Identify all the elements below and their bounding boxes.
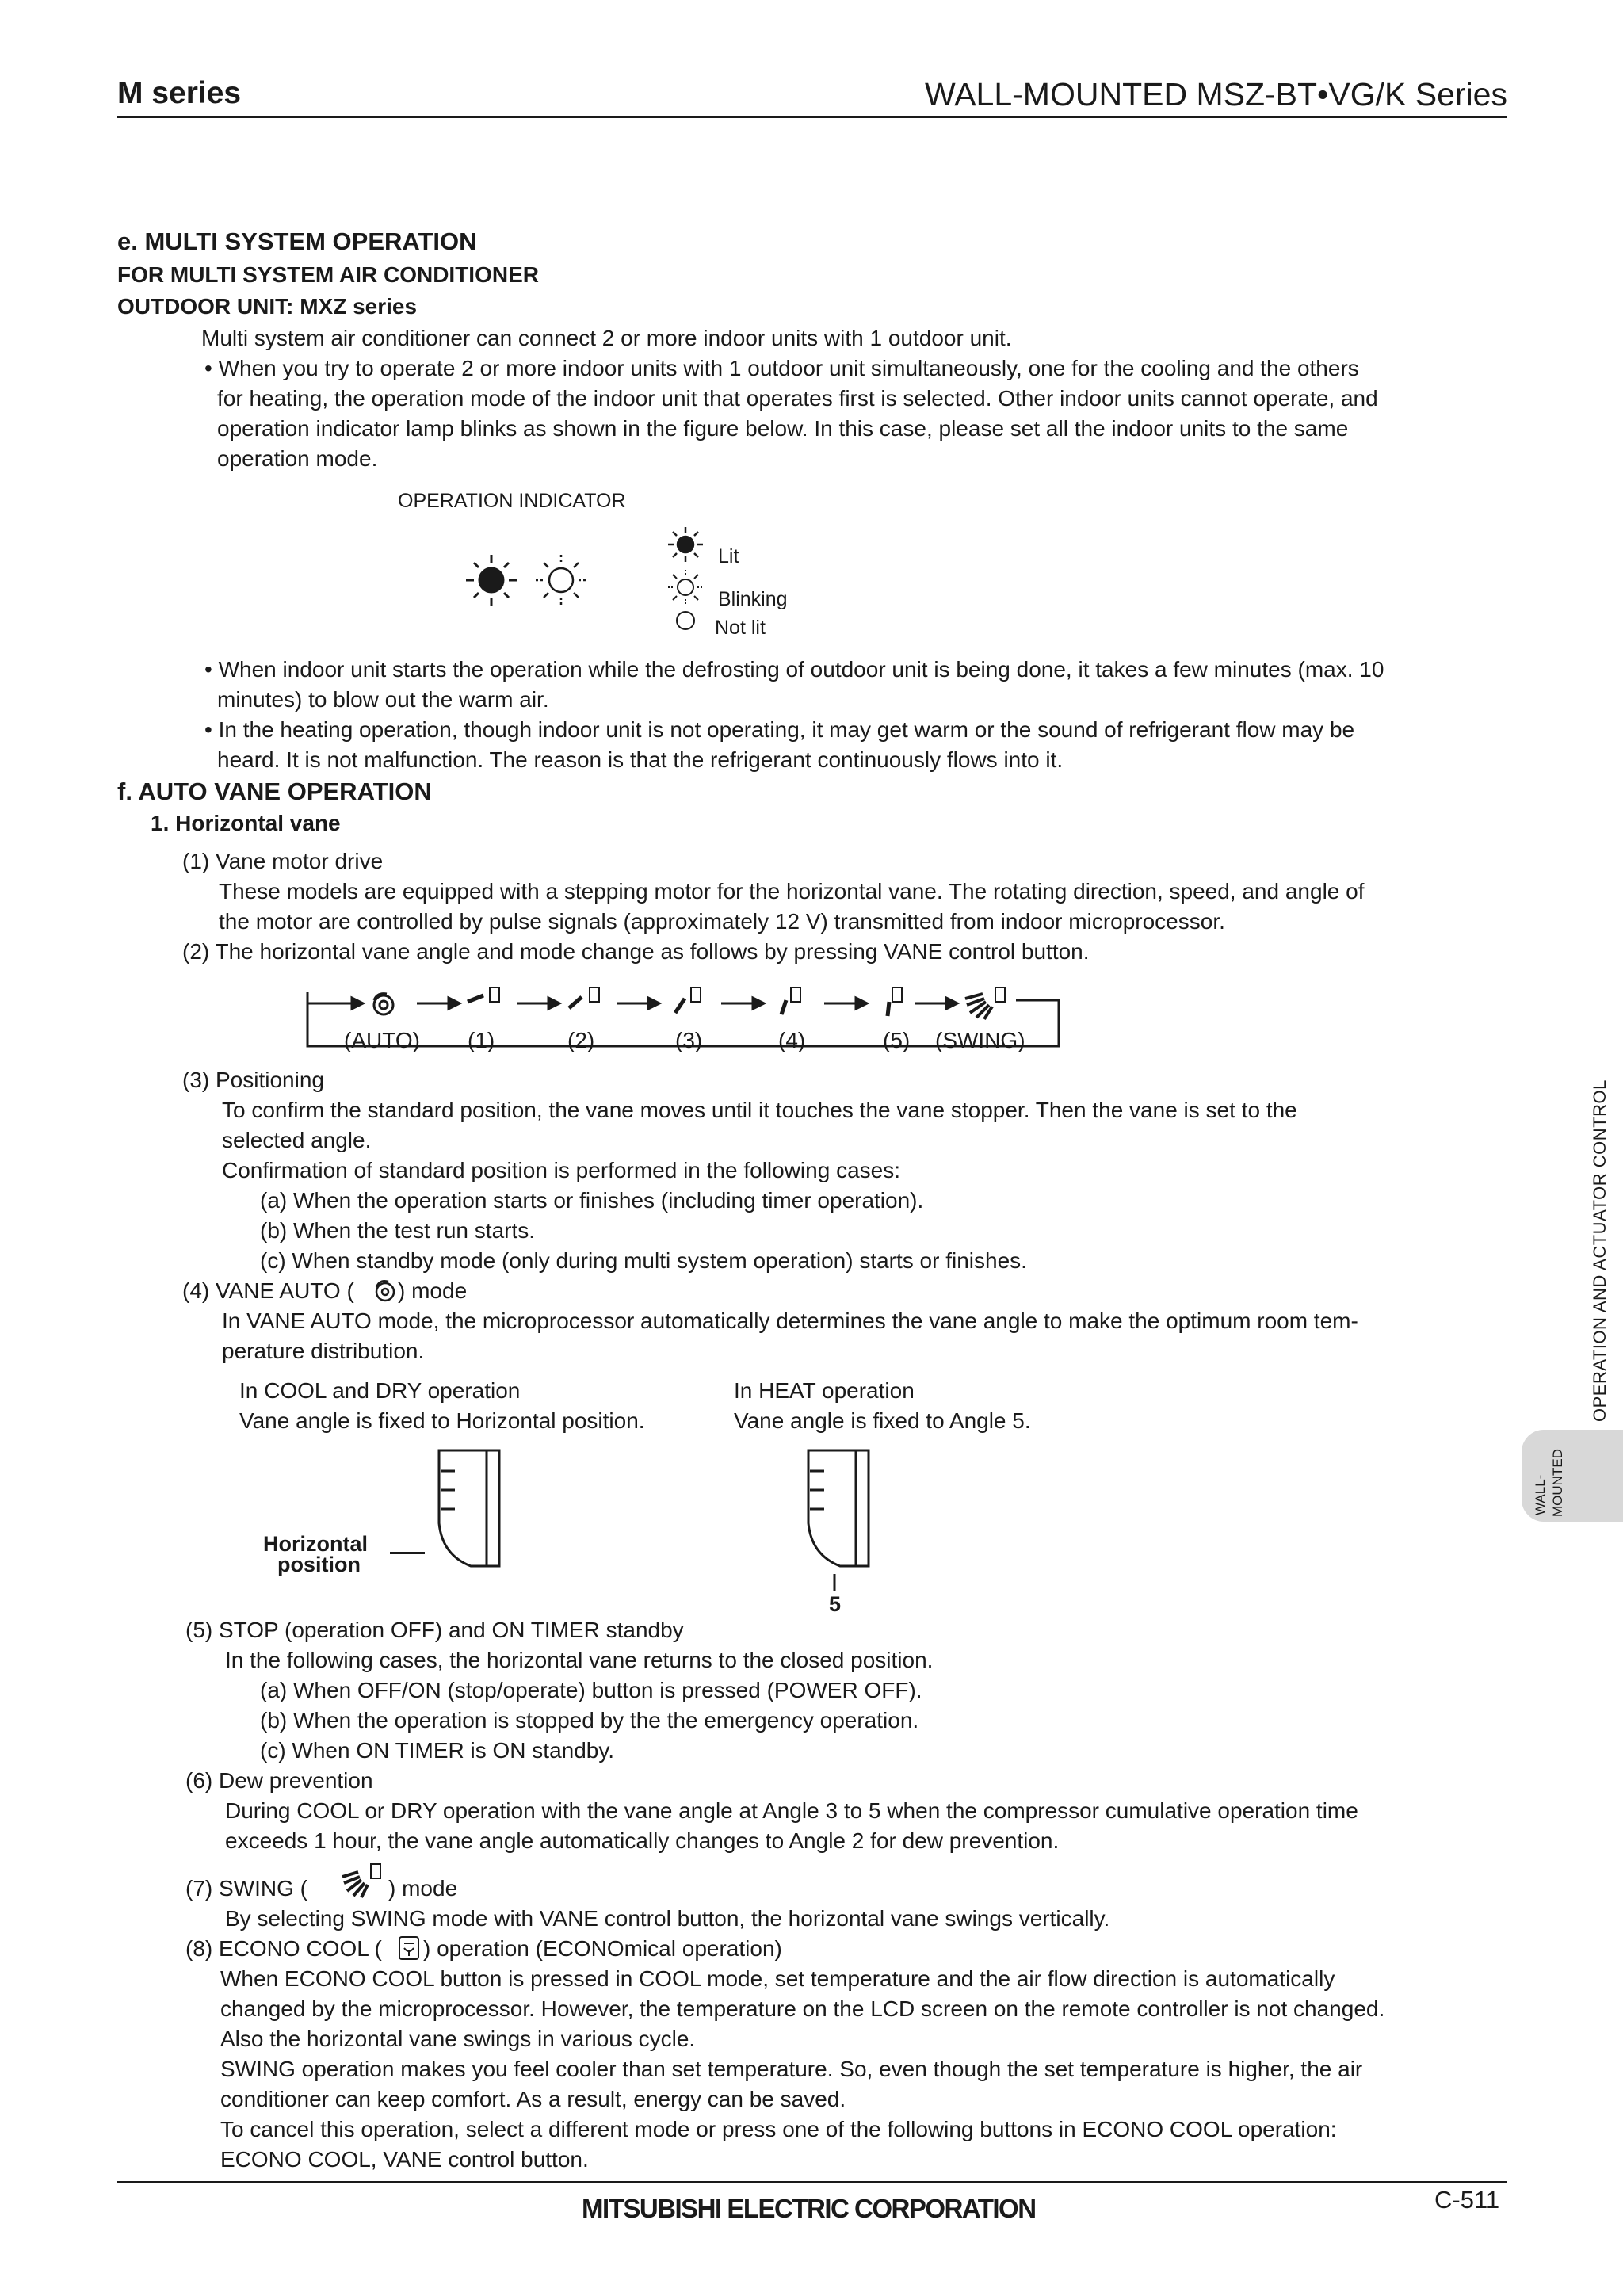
horizontal-position-pointer <box>390 1552 425 1554</box>
sequence-label-4: (4) <box>778 1028 806 1052</box>
horizontal-position-label-1: Horizontal <box>263 1532 368 1556</box>
item-2-title: (2) The horizontal vane angle and mode change as follows by pressing VANE control button. <box>182 939 1090 964</box>
item-8-line-5: conditioner can keep comfort. As a result, energy can be saved. <box>220 2087 846 2111</box>
bullet-1-line-3: operation indicator lamp blinks as shown in the figure below. In this case, please set all the indoor units to the same <box>217 416 1349 441</box>
item-3-case-a: (a) When the operation starts or finishes (including timer operation). <box>260 1188 924 1213</box>
header-rule <box>117 116 1507 118</box>
vane-auto-inline-icon <box>371 1276 399 1305</box>
item-3-line-1: To confirm the standard position, the vane moves until it touches the vane stopper. Then the vane is set to the <box>222 1098 1297 1122</box>
legend-blinking-icon <box>666 567 705 607</box>
horizontal-position-label-2: position <box>277 1553 361 1576</box>
footer-rule <box>117 2181 1507 2183</box>
item-6-line-1: During COOL or DRY operation with the vane angle at Angle 3 to 5 when the compressor cumulative operation time <box>225 1798 1358 1823</box>
header-series: M series <box>117 76 242 110</box>
item-6-line-2: exceeds 1 hour, the vane angle automatically changes to Angle 2 for dew prevention. <box>225 1828 1060 1853</box>
section-e-subtitle-2: OUTDOOR UNIT: MXZ series <box>117 294 418 319</box>
item-5-case-b: (b) When the operation is stopped by the the emergency operation. <box>260 1708 919 1733</box>
item-6-title: (6) Dew prevention <box>185 1768 373 1793</box>
side-tab-label-2: MOUNTED <box>1550 1449 1565 1517</box>
cool-dry-desc: Vane angle is fixed to Horizontal position. <box>239 1408 645 1433</box>
vane-angle-5-icon <box>888 988 902 1016</box>
sequence-label-swing: (SWING) <box>935 1028 1025 1052</box>
bullet-1-line-4: operation mode. <box>217 446 378 471</box>
item-8-line-3: Also the horizontal vane swings in various cycle. <box>220 2027 696 2051</box>
section-f-sub-1: 1. Horizontal vane <box>151 811 341 835</box>
item-4-title-end: ) mode <box>398 1278 468 1303</box>
legend-lit-icon <box>666 525 705 564</box>
sequence-label-auto: (AUTO) <box>344 1028 420 1052</box>
item-1-title: (1) Vane motor drive <box>182 849 384 873</box>
swing-inline-icon <box>339 1861 384 1899</box>
heat-title: In HEAT operation <box>734 1378 915 1403</box>
arrow-icon <box>307 998 957 1009</box>
item-5-title: (5) STOP (operation OFF) and ON TIMER standby <box>185 1618 684 1642</box>
sequence-label-5: (5) <box>883 1028 911 1052</box>
lit-lamp-icon <box>466 555 517 606</box>
bullet-1-line-1: • When you try to operate 2 or more indoor units with 1 outdoor unit simultaneously, one for the cooling and the others <box>204 356 1359 380</box>
vane-angle-2-icon <box>569 988 599 1008</box>
item-3-line-2: selected angle. <box>222 1128 372 1152</box>
header-title: WALL-MOUNTED MSZ-BT•VG/K Series <box>925 76 1507 113</box>
legend-lit-label: Lit <box>718 545 739 567</box>
item-4-line-2: perature distribution. <box>222 1339 425 1363</box>
side-vertical-label: OPERATION AND ACTUATOR CONTROL <box>1590 1079 1610 1422</box>
econo-cool-inline-icon <box>396 1934 422 1962</box>
sequence-label-3: (3) <box>675 1028 703 1052</box>
bullet-2-line-1: • When indoor unit starts the operation while the defrosting of outdoor unit is being done, it takes a few minutes (max. 10 <box>204 657 1384 682</box>
vane-swing-icon <box>965 988 1005 1019</box>
vane-angle-4-icon <box>781 988 800 1014</box>
horizontal-position-unit-diagram <box>431 1447 510 1574</box>
item-4-line-1: In VANE AUTO mode, the microprocessor automatically determines the vane angle to make the optimum room tem- <box>222 1308 1358 1333</box>
sequence-label-1: (1) <box>468 1028 495 1052</box>
sequence-label-2: (2) <box>567 1028 595 1052</box>
bullet-3-line-2: heard. It is not malfunction. The reason is that the refrigerant continuously flows into it. <box>217 747 1064 772</box>
side-tab-label-1: WALL- <box>1533 1474 1548 1515</box>
bullet-2-line-2: minutes) to blow out the warm air. <box>217 687 549 712</box>
item-7-line-1: By selecting SWING mode with VANE control button, the horizontal vane swings vertically. <box>225 1906 1110 1931</box>
vane-angle-3-icon <box>675 988 701 1013</box>
operation-indicator-label: OPERATION INDICATOR <box>398 490 626 512</box>
item-7-title-start: (7) SWING ( <box>185 1876 307 1901</box>
item-8-title-start: (8) ECONO COOL ( <box>185 1936 382 1961</box>
section-e-subtitle-1: FOR MULTI SYSTEM AIR CONDITIONER <box>117 262 539 287</box>
legend-blinking-label: Blinking <box>718 588 788 610</box>
vane-auto-icon <box>374 994 393 1014</box>
item-8-line-4: SWING operation makes you feel cooler than set temperature. So, even though the set temperature is higher, the air <box>220 2057 1363 2081</box>
legend-not-lit-icon <box>674 609 697 632</box>
item-1-line-2: the motor are controlled by pulse signals (approximately 12 V) transmitted from indoor microprocessor. <box>219 909 1225 934</box>
legend-not-lit-label: Not lit <box>715 617 766 639</box>
item-5-line-1: In the following cases, the horizontal vane returns to the closed position. <box>225 1648 934 1672</box>
item-5-case-a: (a) When OFF/ON (stop/operate) button is pressed (POWER OFF). <box>260 1678 922 1702</box>
bullet-3-line-1: • In the heating operation, though indoor unit is not operating, it may get warm or the sound of refrigerant flow may be <box>204 717 1355 742</box>
heat-desc: Vane angle is fixed to Angle 5. <box>734 1408 1031 1433</box>
item-4-title-start: (4) VANE AUTO ( <box>182 1278 354 1303</box>
cool-dry-title: In COOL and DRY operation <box>239 1378 521 1403</box>
item-3-case-c: (c) When standby mode (only during multi system operation) starts or finishes. <box>260 1248 1027 1273</box>
item-8-line-6: To cancel this operation, select a different mode or press one of the following buttons in ECONO COOL operation: <box>220 2117 1337 2141</box>
angle-5-label: 5 <box>829 1592 842 1616</box>
section-f-title: f. AUTO VANE OPERATION <box>117 777 432 805</box>
item-7-title-end: ) mode <box>388 1876 458 1901</box>
bullet-1-line-2: for heating, the operation mode of the indoor unit that operates first is selected. Other indoor units cannot operate, and <box>217 386 1378 411</box>
section-e-intro: Multi system air conditioner can connect 2 or more indoor units with 1 outdoor unit. <box>201 326 1012 350</box>
item-3-case-b: (b) When the test run starts. <box>260 1218 536 1243</box>
blinking-lamp-icon <box>536 555 586 606</box>
item-3-line-3: Confirmation of standard position is performed in the following cases: <box>222 1158 900 1182</box>
section-e-title: e. MULTI SYSTEM OPERATION <box>117 227 477 255</box>
item-8-title-end: ) operation (ECONOmical operation) <box>423 1936 782 1961</box>
angle-5-unit-diagram <box>800 1447 880 1606</box>
item-3-title: (3) Positioning <box>182 1068 324 1092</box>
vane-angle-1-icon <box>468 988 499 1002</box>
item-5-case-c: (c) When ON TIMER is ON standby. <box>260 1738 615 1763</box>
footer-company: MITSUBISHI ELECTRIC CORPORATION <box>582 2194 1036 2223</box>
item-8-line-1: When ECONO COOL button is pressed in COOL mode, set temperature and the air flow direction is automatically <box>220 1966 1335 1991</box>
item-8-line-2: changed by the microprocessor. However, the temperature on the LCD screen on the remote controller is not changed. <box>220 1996 1385 2021</box>
footer-page-number: C-511 <box>1434 2186 1500 2214</box>
item-8-line-7: ECONO COOL, VANE control button. <box>220 2147 589 2172</box>
item-1-line-1: These models are equipped with a stepping motor for the horizontal vane. The rotating direction, speed, and angle of <box>219 879 1365 904</box>
